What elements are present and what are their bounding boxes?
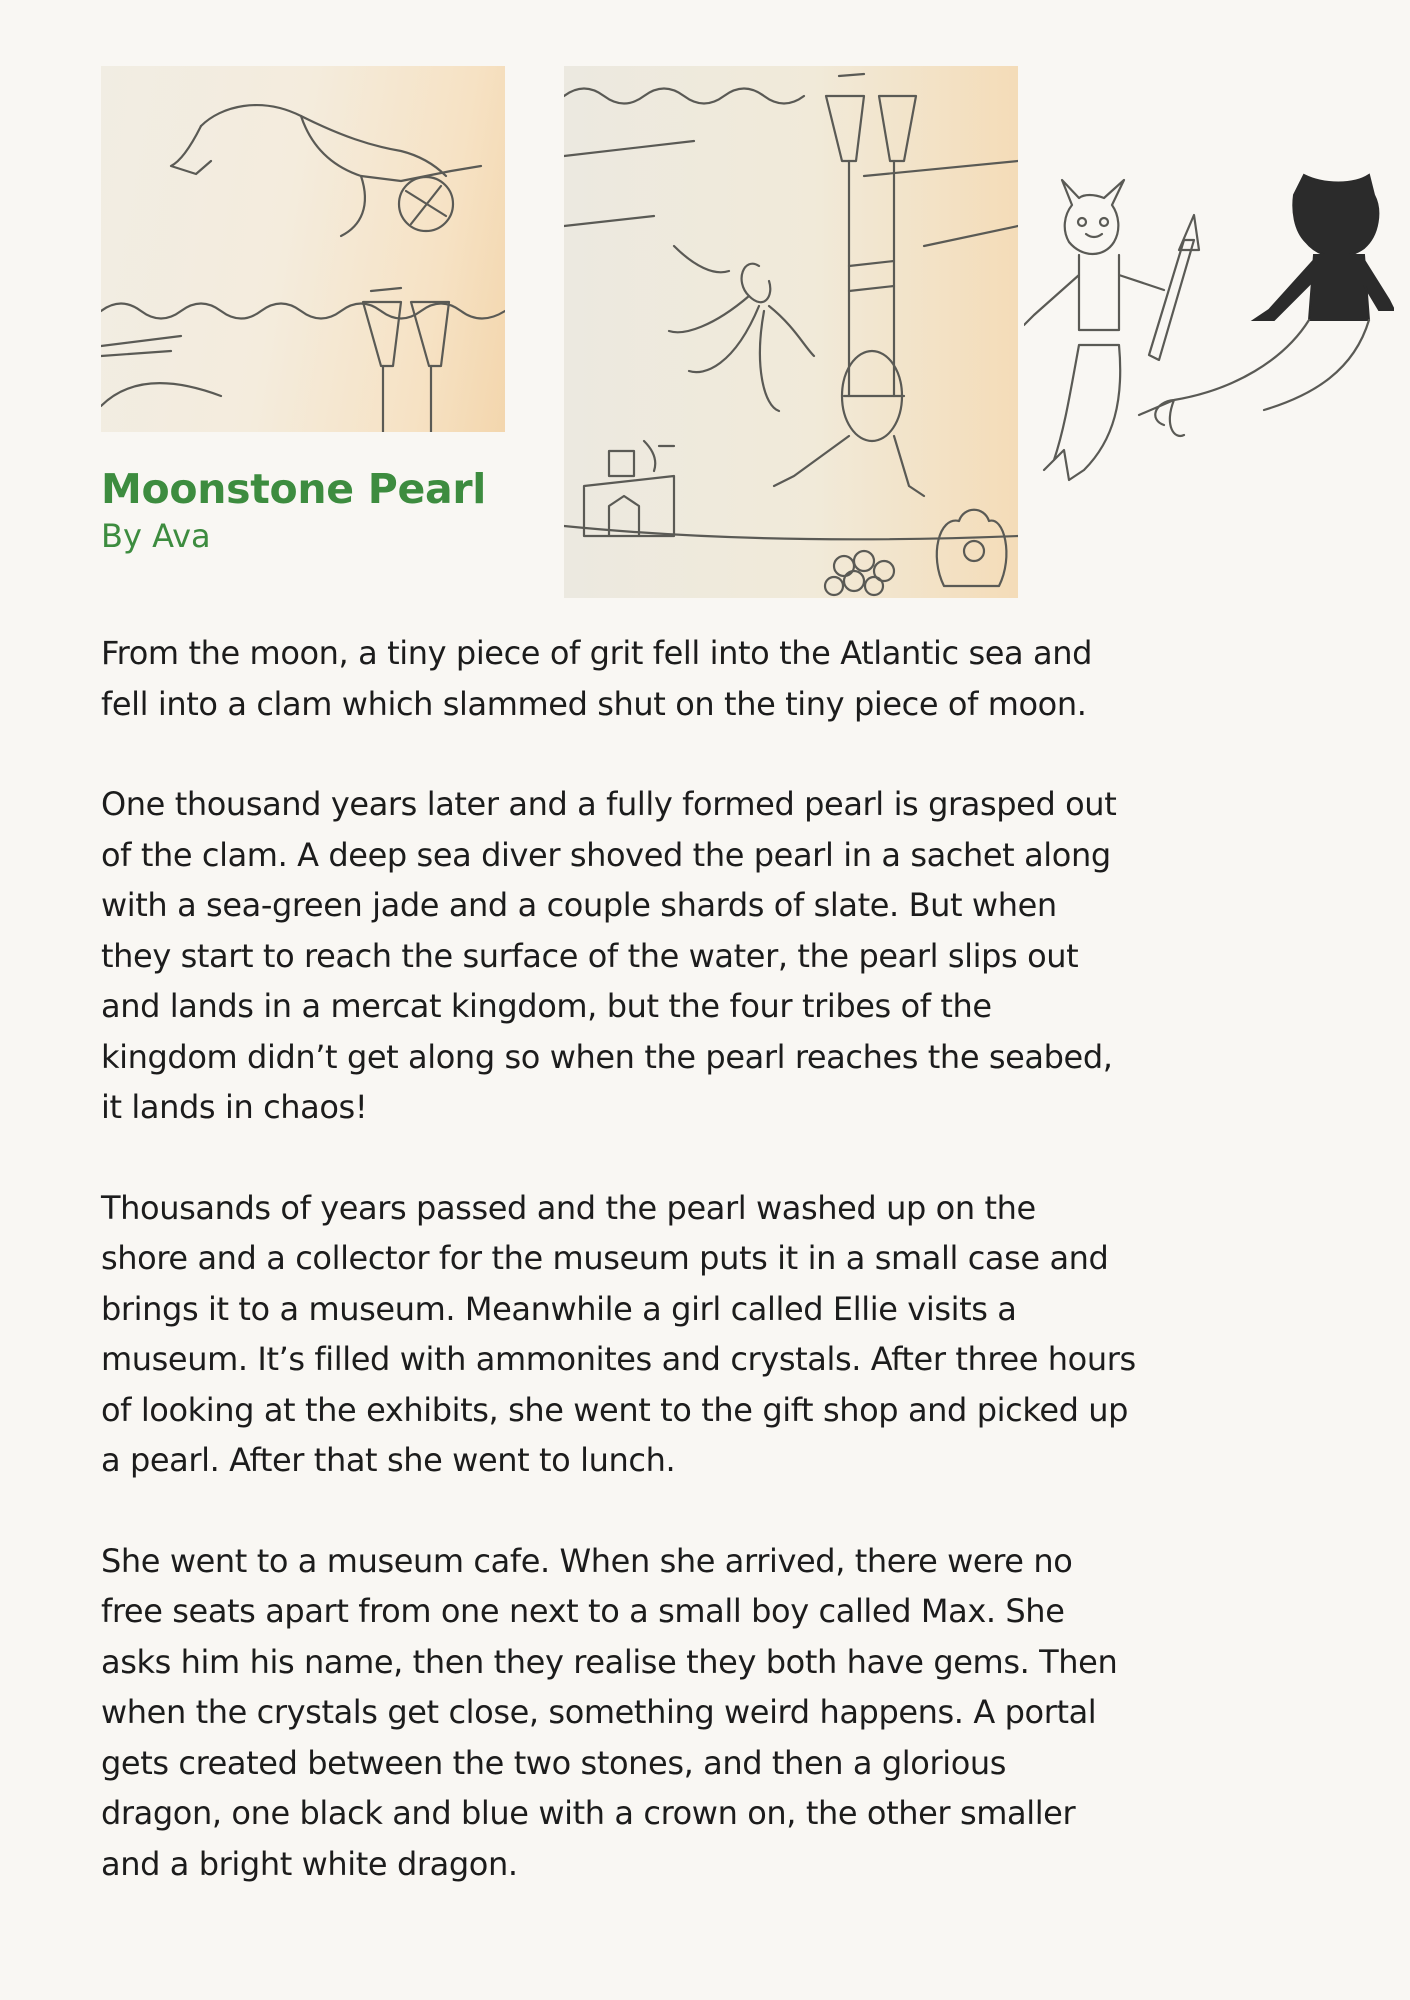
diver-diving-drawing (101, 66, 505, 432)
story-paragraph: She went to a museum cafe. When she arrived, there were no free seats apart from one next to a small boy called Max. She asks him his name, then they realise they both have gems. Then when the crystals get close, something weird happens. A portal gets created between the two stones, and then a glorious dragon, one black and blue with a crown on, the other smaller and a bright white dragon. (101, 1541, 1118, 1883)
diver-and-octopus-drawing (564, 66, 1018, 598)
diver-diving-sketch (101, 66, 505, 432)
mercats-drawing (1024, 170, 1394, 515)
story-paragraph: From the moon, a tiny piece of grit fell into the Atlantic sea and fell into a clam which slammed shut on the tiny piece of moon. (101, 634, 1093, 723)
story-paragraph: One thousand years later and a fully formed pearl is grasped out of the clam. A deep sea diver shoved the pearl in a sachet along with a sea-green jade and a couple shards of slate. But when they start to reach the surface of the water, the pearl slips out and lands in a mercat kingdom, but the four tribes of the kingdom didn’t get along so when the pearl reaches the seabed, it lands in chaos! (101, 785, 1117, 1126)
diver-and-octopus-sketch (564, 66, 1018, 598)
title-block (101, 466, 486, 556)
story-paragraph: Thousands of years passed and the pearl washed up on the shore and a collector for the museum puts it in a small case and brings it to a museum. Meanwhile a girl called Ellie visits a museum. It’s filled with ammonites and crystals. After three hours of looking at the exhibits, she went to the gift shop and picked up a pearl. After that she went to lunch. (101, 1188, 1136, 1479)
mercats-sketch (1024, 170, 1394, 515)
story-body (101, 628, 1341, 1939)
story-author: By Ava (101, 517, 211, 556)
story-title: Moonstone Pearl (101, 465, 487, 513)
